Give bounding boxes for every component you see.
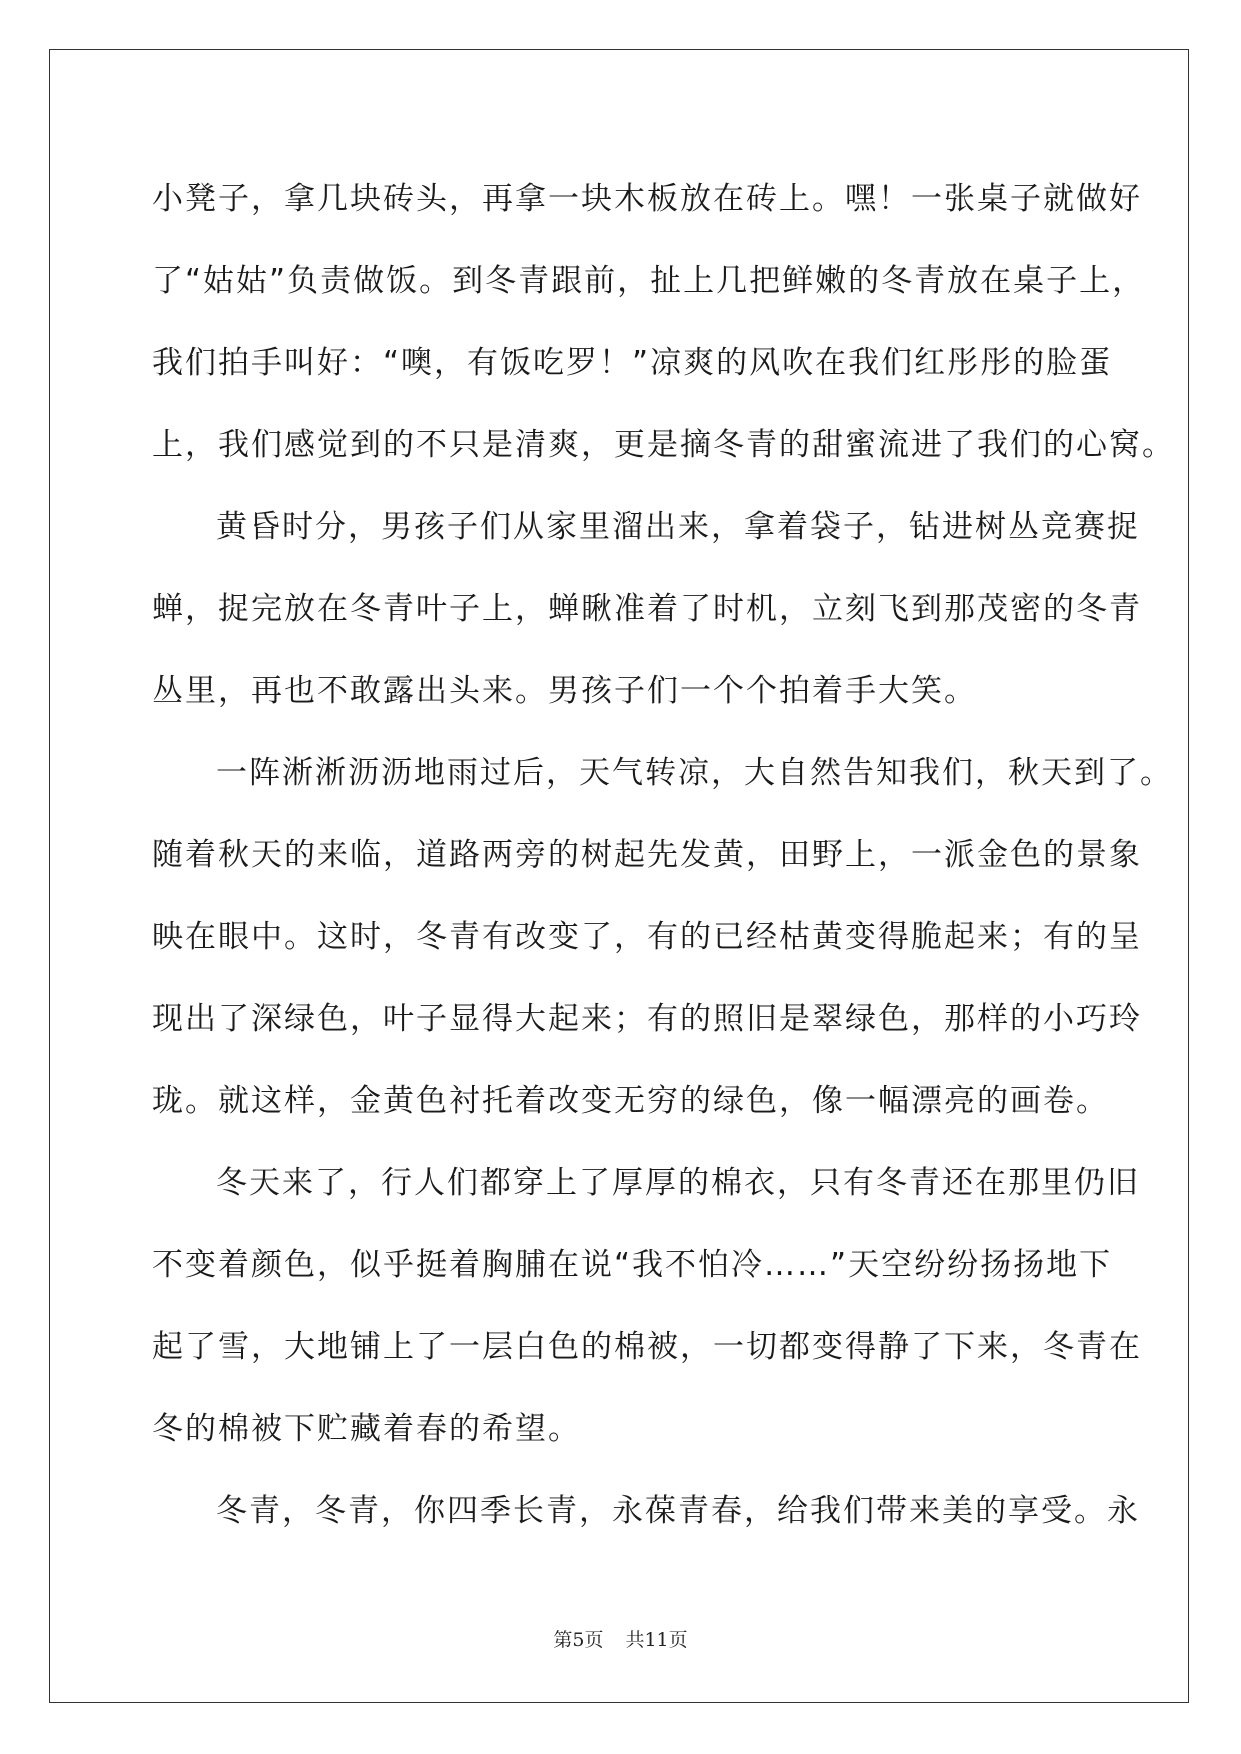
text-line: 蝉，捉完放在冬青叶子上，蝉瞅准着了时机，立刻飞到那茂密的冬青	[152, 591, 1142, 627]
text-line: 了“姑姑”负责做饭。到冬青跟前，扯上几把鲜嫩的冬青放在桌子上，	[152, 263, 1146, 299]
paragraph-start-line: 冬天来了，行人们都穿上了厚厚的棉衣，只有冬青还在那里仍旧	[216, 1165, 1140, 1201]
document-body	[152, 158, 1175, 1552]
text-line: 冬的棉被下贮藏着春的希望。	[152, 1411, 581, 1447]
page-number: 第5页	[553, 1629, 604, 1651]
page-total: 共11页	[625, 1629, 688, 1651]
paragraph-start-line: 黄昏时分，男孩子们从家里溜出来，拿着袋子，钻进树丛竞赛捉	[216, 509, 1140, 545]
paragraph-start-line: 冬青，冬青，你四季长青，永葆青春，给我们带来美的享受。永	[216, 1493, 1140, 1529]
text-line: 丛里，再也不敢露出头来。男孩子们一个个拍着手大笑。	[152, 673, 977, 709]
text-line: 起了雪，大地铺上了一层白色的棉被，一切都变得静了下来，冬青在	[152, 1329, 1142, 1365]
paragraph-start-line: 一阵淅淅沥沥地雨过后，天气转凉，大自然告知我们，秋天到了。	[216, 755, 1173, 791]
text-line: 随着秋天的来临，道路两旁的树起先发黄，田野上，一派金色的景象	[152, 837, 1142, 873]
text-line: 上，我们感觉到的不只是清爽，更是摘冬青的甜蜜流进了我们的心窝。	[152, 427, 1175, 463]
text-line: 珑。就这样，金黄色衬托着改变无穷的绿色，像一幅漂亮的画卷。	[152, 1083, 1109, 1119]
text-line: 映在眼中。这时，冬青有改变了，有的已经枯黄变得脆起来；有的呈	[152, 919, 1142, 955]
text-line: 现出了深绿色，叶子显得大起来；有的照旧是翠绿色，那样的小巧玲	[152, 1001, 1142, 1037]
page-footer	[0, 1625, 1241, 1652]
text-line: 我们拍手叫好：“噢，有饭吃罗！”凉爽的风吹在我们红彤彤的脸蛋	[152, 345, 1113, 381]
text-line: 不变着颜色，似乎挺着胸脯在说“我不怕冷……”天空纷纷扬扬地下	[152, 1247, 1113, 1283]
text-line: 小凳子，拿几块砖头，再拿一块木板放在砖上。嘿！一张桌子就做好	[152, 181, 1142, 217]
